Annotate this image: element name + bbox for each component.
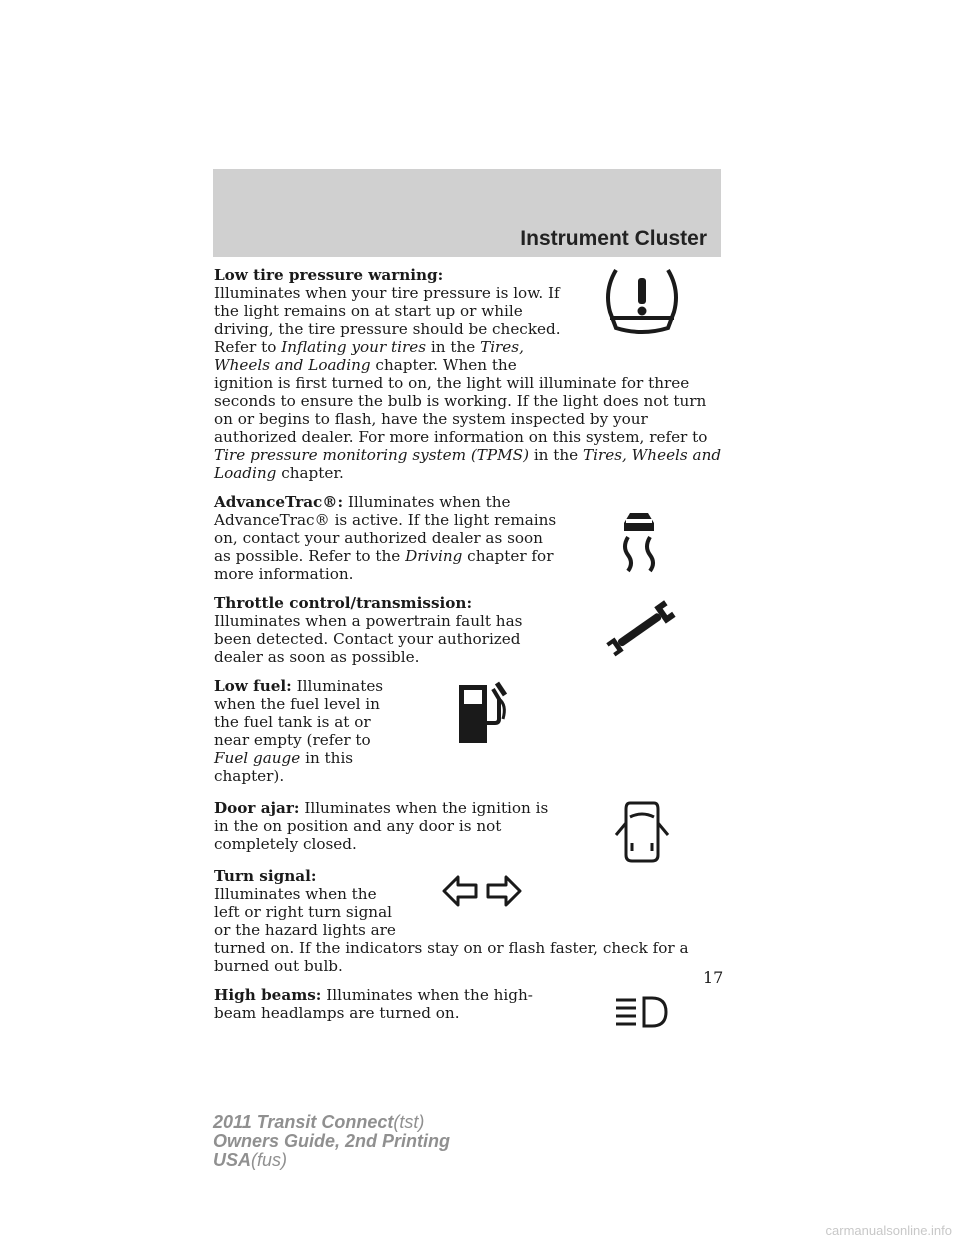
- entry-low-fuel: Low fuel: Illuminates when the fuel level in the fuel tank is at or near empty (refer to Fuel gauge in this chapter).: [214, 677, 722, 785]
- entry-title: Low tire pressure warning:: [214, 266, 444, 284]
- skidding-car-icon: [562, 493, 722, 583]
- tire-pressure-icon: [562, 266, 722, 360]
- page-content: [214, 266, 722, 1046]
- chapter-header-band: [213, 169, 721, 257]
- entry-advancetrac: AdvanceTrac®: Illuminates when the AdvanceTrac® is active. If the light remains on, contact your authorized dealer as soon as possible. Refer to the Driving chapter for more information.: [214, 493, 722, 583]
- entry-high-beams: High beams: Illuminates when the high-beam headlamps are turned on.: [214, 986, 722, 1022]
- high-beam-icon: [562, 986, 722, 1046]
- page-number: 17: [703, 968, 724, 987]
- entry-turn-signal: Turn signal: Illuminates when the left or right turn signal or the hazard lights are turned on. If the indicators stay on or flash faster, check for a burned out bulb.: [214, 867, 689, 975]
- turn-signal-arrows-icon: [402, 867, 562, 927]
- entry-low-tire-pressure: Low tire pressure warning: Illuminates when your tire pressure is low. If the light remains on at start up or while driving, the tire pressure should be checked. Refer to Inflating your tires in the Tires, Wheels and Loading chapter. When the ignition is first turned to on, the light will illuminate for three seconds to ensure the bulb is working. If the light does not turn on or begins to flash, have the system inspected by your authorized dealer. For more information on this system, refer to Tire pressure monitoring system (TPMS) in the Tires, Wheels and Loading chapter.: [214, 266, 722, 482]
- site-watermark: carmanualsonline.info: [825, 1223, 952, 1238]
- chapter-title: Instrument Cluster: [520, 227, 707, 250]
- wrench-icon: [562, 594, 722, 682]
- entry-title: Low fuel:: [214, 677, 292, 695]
- entry-title: Turn signal:: [214, 867, 317, 885]
- document-footer: 2011 Transit Connect(tst) Owners Guide, 2nd Printing USA(fus): [213, 1112, 451, 1170]
- entry-title: Throttle control/transmission:: [214, 594, 473, 612]
- entry-title: AdvanceTrac®:: [214, 493, 344, 511]
- entry-title: Door ajar:: [214, 799, 300, 817]
- fuel-pump-icon: [402, 677, 562, 767]
- entry-throttle-control: Throttle control/transmission: Illuminates when a powertrain fault has been detected. Contact your authorized dealer as soon as possible.: [214, 594, 722, 666]
- entry-title: High beams:: [214, 986, 322, 1004]
- door-ajar-icon: [562, 799, 722, 871]
- entry-door-ajar: Door ajar: Illuminates when the ignition is in the on position and any door is not completely closed.: [214, 799, 722, 853]
